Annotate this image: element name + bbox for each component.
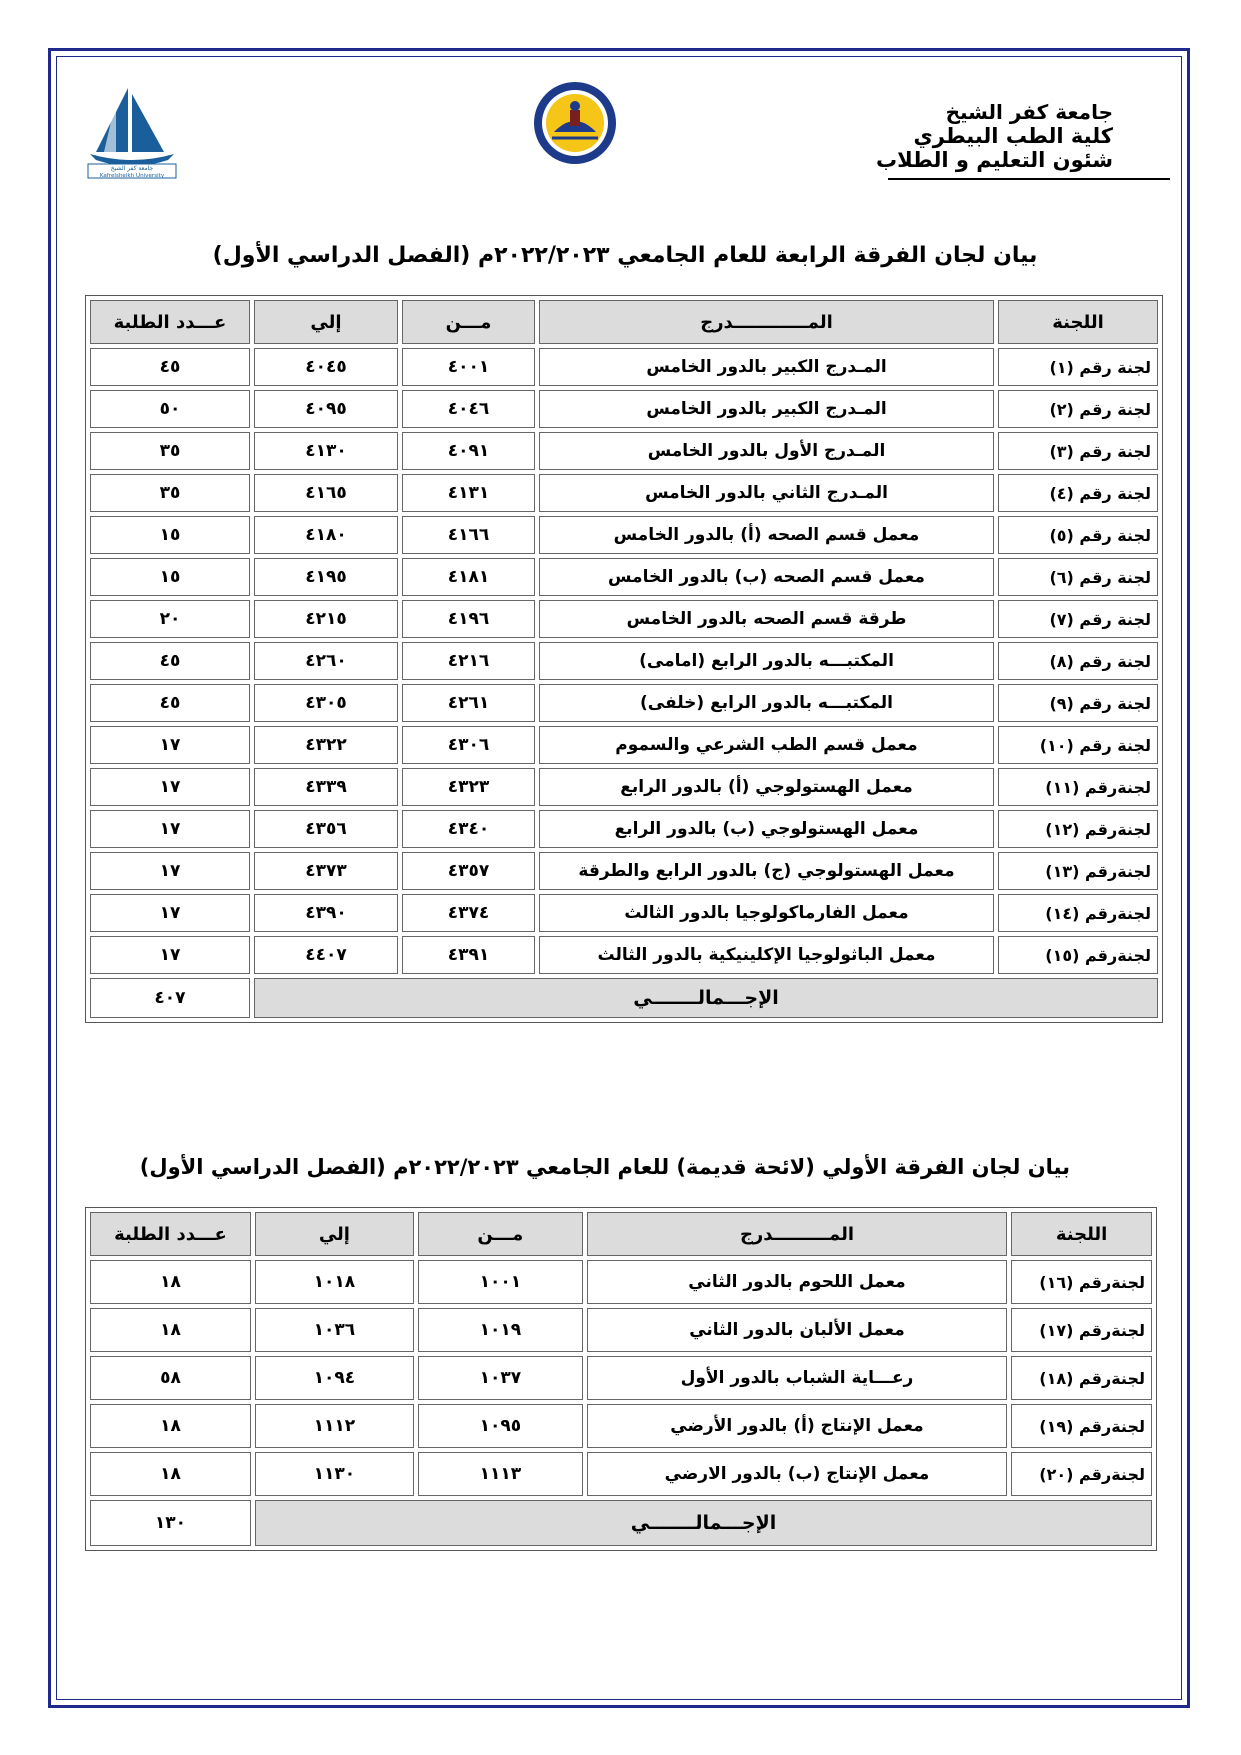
from-cell: ٤٣٥٧ — [402, 852, 535, 890]
from-cell: ٤٣٤٠ — [402, 810, 535, 848]
col-hall-header: المـــــــــدرج — [587, 1212, 1007, 1256]
from-cell: ١٠١٩ — [418, 1308, 583, 1352]
table-row — [90, 600, 1158, 638]
university-name: جامعة كفر الشيخ — [945, 100, 1113, 124]
table-row — [90, 642, 1158, 680]
hall-cell: معمل الإنتاج (ب) بالدور الارضي — [587, 1452, 1007, 1496]
students-cell: ١٨ — [90, 1452, 251, 1496]
total-row — [90, 978, 1158, 1018]
committee-cell: لجنة رقم (٣) — [998, 432, 1158, 470]
hall-cell: المـدرج الثاني بالدور الخامس — [539, 474, 994, 512]
hall-cell: طرقة قسم الصحه بالدور الخامس — [539, 600, 994, 638]
students-cell: ٥٨ — [90, 1356, 251, 1400]
students-cell: ٤٥ — [90, 642, 250, 680]
to-cell: ١٠١٨ — [255, 1260, 414, 1304]
from-cell: ١٠٣٧ — [418, 1356, 583, 1400]
table-row — [90, 684, 1158, 722]
col-to-header: إلي — [255, 1212, 414, 1256]
to-cell: ٤٣٣٩ — [254, 768, 398, 806]
committee-cell: لجنةرقم (١٩) — [1011, 1404, 1152, 1448]
department-name: شئون التعليم و الطلاب — [875, 148, 1113, 172]
col-students-header: عـــدد الطلبة — [90, 1212, 251, 1256]
total-value: ١٣٠ — [90, 1500, 251, 1546]
students-cell: ١٥ — [90, 516, 250, 554]
hall-cell: معمل اللحوم بالدور الثاني — [587, 1260, 1007, 1304]
from-cell: ٤٢١٦ — [402, 642, 535, 680]
students-cell: ١٧ — [90, 810, 250, 848]
section2-title: بيان لجان الفرقة الأولي (لائحة قديمة) للعام الجامعي ٢٠٢٢/٢٠٢٣م (الفصل الدراسي الأول) — [139, 1155, 1070, 1179]
committee-cell: لجنة رقم (٦) — [998, 558, 1158, 596]
from-cell: ٤١٨١ — [402, 558, 535, 596]
from-cell: ٤٠٠١ — [402, 348, 535, 386]
to-cell: ٤٣٧٣ — [254, 852, 398, 890]
to-cell: ١٠٩٤ — [255, 1356, 414, 1400]
table-row — [90, 432, 1158, 470]
from-cell: ٤٣٧٤ — [402, 894, 535, 932]
students-cell: ١٧ — [90, 852, 250, 890]
to-cell: ١٠٣٦ — [255, 1308, 414, 1352]
to-cell: ٤١٨٠ — [254, 516, 398, 554]
students-cell: ١٧ — [90, 936, 250, 974]
committee-cell: لجنة رقم (٩) — [998, 684, 1158, 722]
university-logo-icon — [82, 80, 182, 180]
total-label: الإجـــمالـــــــي — [255, 1500, 1152, 1546]
table-row — [90, 852, 1158, 890]
hall-cell: المـدرج الكبير بالدور الخامس — [539, 348, 994, 386]
to-cell: ٤٢٦٠ — [254, 642, 398, 680]
committee-cell: لجنةرقم (١١) — [998, 768, 1158, 806]
table-row — [90, 390, 1158, 428]
table-row — [90, 1260, 1152, 1304]
table-row — [90, 1452, 1152, 1496]
committee-cell: لجنةرقم (١٨) — [1011, 1356, 1152, 1400]
committee-cell: لجنة رقم (١٠) — [998, 726, 1158, 764]
institution-header — [873, 100, 1113, 172]
committee-cell: لجنةرقم (١٤) — [998, 894, 1158, 932]
to-cell: ٤١٩٥ — [254, 558, 398, 596]
hall-cell: المـدرج الكبير بالدور الخامس — [539, 390, 994, 428]
to-cell: ٤٣٩٠ — [254, 894, 398, 932]
hall-cell: المـدرج الأول بالدور الخامس — [539, 432, 994, 470]
to-cell: ٤٣٠٥ — [254, 684, 398, 722]
committee-cell: لجنة رقم (٧) — [998, 600, 1158, 638]
students-cell: ١٨ — [90, 1260, 251, 1304]
to-cell: ٤٣٥٦ — [254, 810, 398, 848]
to-cell: ٤٢١٥ — [254, 600, 398, 638]
committee-cell: لجنة رقم (٨) — [998, 642, 1158, 680]
hall-cell: معمل الألبان بالدور الثاني — [587, 1308, 1007, 1352]
from-cell: ٤٠٤٦ — [402, 390, 535, 428]
to-cell: ٤٤٠٧ — [254, 936, 398, 974]
hall-cell: معمل الفارماكولوجيا بالدور الثالث — [539, 894, 994, 932]
committee-cell: لجنةرقم (١٧) — [1011, 1308, 1152, 1352]
logo-arabic-name: جامعة كفر الشيخ — [110, 165, 154, 172]
committee-cell: لجنة رقم (٤) — [998, 474, 1158, 512]
faculty-name: كلية الطب البيطري — [913, 124, 1113, 148]
students-cell: ١٧ — [90, 768, 250, 806]
students-cell: ٢٠ — [90, 600, 250, 638]
hall-cell: معمل الهستولوجي (ج) بالدور الرابع والطرقة — [539, 852, 994, 890]
table-row — [90, 558, 1158, 596]
from-cell: ٤٠٩١ — [402, 432, 535, 470]
col-hall-header: المــــــــــــدرج — [539, 300, 994, 344]
hall-cell: معمل قسم الصحه (أ) بالدور الخامس — [539, 516, 994, 554]
from-cell: ٤٣٢٣ — [402, 768, 535, 806]
table-header-row — [90, 300, 1158, 344]
col-from-header: مـــن — [402, 300, 535, 344]
hall-cell: معمل الهستولوجي (أ) بالدور الرابع — [539, 768, 994, 806]
section1-title: بيان لجان الفرقة الرابعة للعام الجامعي ٢٠٢٢/٢٠٢٣م (الفصل الدراسي الأول) — [212, 243, 1038, 268]
table-header-row — [90, 1212, 1152, 1256]
from-cell: ١١١٣ — [418, 1452, 583, 1496]
to-cell: ٤١٣٠ — [254, 432, 398, 470]
committee-cell: لجنةرقم (١٣) — [998, 852, 1158, 890]
from-cell: ٤١٣١ — [402, 474, 535, 512]
hall-cell: المكتبـــه بالدور الرابع (امامى) — [539, 642, 994, 680]
to-cell: ٤٠٤٥ — [254, 348, 398, 386]
from-cell: ١٠٩٥ — [418, 1404, 583, 1448]
students-cell: ٤٥ — [90, 684, 250, 722]
hall-cell: المكتبـــه بالدور الرابع (خلفى) — [539, 684, 994, 722]
total-row — [90, 1500, 1152, 1546]
table-row — [90, 516, 1158, 554]
students-cell: ٥٠ — [90, 390, 250, 428]
students-cell: ١٧ — [90, 894, 250, 932]
table-row — [90, 348, 1158, 386]
total-label: الإجـــمالـــــــي — [254, 978, 1158, 1018]
to-cell: ٤٠٩٥ — [254, 390, 398, 428]
hall-cell: معمل الهستولوجي (ب) بالدور الرابع — [539, 810, 994, 848]
students-cell: ١٥ — [90, 558, 250, 596]
col-students-header: عـــدد الطلبة — [90, 300, 250, 344]
to-cell: ٤١٦٥ — [254, 474, 398, 512]
col-committee-header: اللجنة — [1011, 1212, 1152, 1256]
col-to-header: إلي — [254, 300, 398, 344]
table-row — [90, 768, 1158, 806]
students-cell: ١٧ — [90, 726, 250, 764]
table-row — [90, 474, 1158, 512]
table-row — [90, 726, 1158, 764]
table-row — [90, 1308, 1152, 1352]
students-cell: ١٨ — [90, 1404, 251, 1448]
table-row — [90, 1404, 1152, 1448]
students-cell: ٣٥ — [90, 474, 250, 512]
from-cell: ٤٢٦١ — [402, 684, 535, 722]
students-cell: ١٨ — [90, 1308, 251, 1352]
hall-cell: معمل الباثولوجيا الإكلينيكية بالدور الثالث — [539, 936, 994, 974]
header-underline — [888, 178, 1170, 180]
from-cell: ٤٣٠٦ — [402, 726, 535, 764]
logo-english-name: Kafrelsheikh University — [99, 173, 165, 179]
hall-cell: معمل قسم الصحه (ب) بالدور الخامس — [539, 558, 994, 596]
section2-table — [85, 1207, 1157, 1551]
committee-cell: لجنةرقم (١٢) — [998, 810, 1158, 848]
from-cell: ٤٣٩١ — [402, 936, 535, 974]
committee-cell: لجنةرقم (١٦) — [1011, 1260, 1152, 1304]
to-cell: ٤٣٢٢ — [254, 726, 398, 764]
section1-table — [85, 295, 1163, 1023]
table-row — [90, 1356, 1152, 1400]
committee-cell: لجنة رقم (١) — [998, 348, 1158, 386]
col-committee-header: اللجنة — [998, 300, 1158, 344]
col-from-header: مـــن — [418, 1212, 583, 1256]
students-cell: ٣٥ — [90, 432, 250, 470]
table-row — [90, 894, 1158, 932]
total-value: ٤٠٧ — [90, 978, 250, 1018]
table-row — [90, 936, 1158, 974]
to-cell: ١١٣٠ — [255, 1452, 414, 1496]
committee-cell: لجنة رقم (٢) — [998, 390, 1158, 428]
committee-cell: لجنةرقم (١٥) — [998, 936, 1158, 974]
from-cell: ٤١٦٦ — [402, 516, 535, 554]
students-cell: ٤٥ — [90, 348, 250, 386]
table-row — [90, 810, 1158, 848]
from-cell: ١٠٠١ — [418, 1260, 583, 1304]
to-cell: ١١١٢ — [255, 1404, 414, 1448]
from-cell: ٤١٩٦ — [402, 600, 535, 638]
committee-cell: لجنةرقم (٢٠) — [1011, 1452, 1152, 1496]
hall-cell: رعـــاية الشباب بالدور الأول — [587, 1356, 1007, 1400]
hall-cell: معمل قسم الطب الشرعي والسموم — [539, 726, 994, 764]
hall-cell: معمل الإنتاج (أ) بالدور الأرضي — [587, 1404, 1007, 1448]
committee-cell: لجنة رقم (٥) — [998, 516, 1158, 554]
accreditation-seal-icon — [532, 80, 618, 166]
